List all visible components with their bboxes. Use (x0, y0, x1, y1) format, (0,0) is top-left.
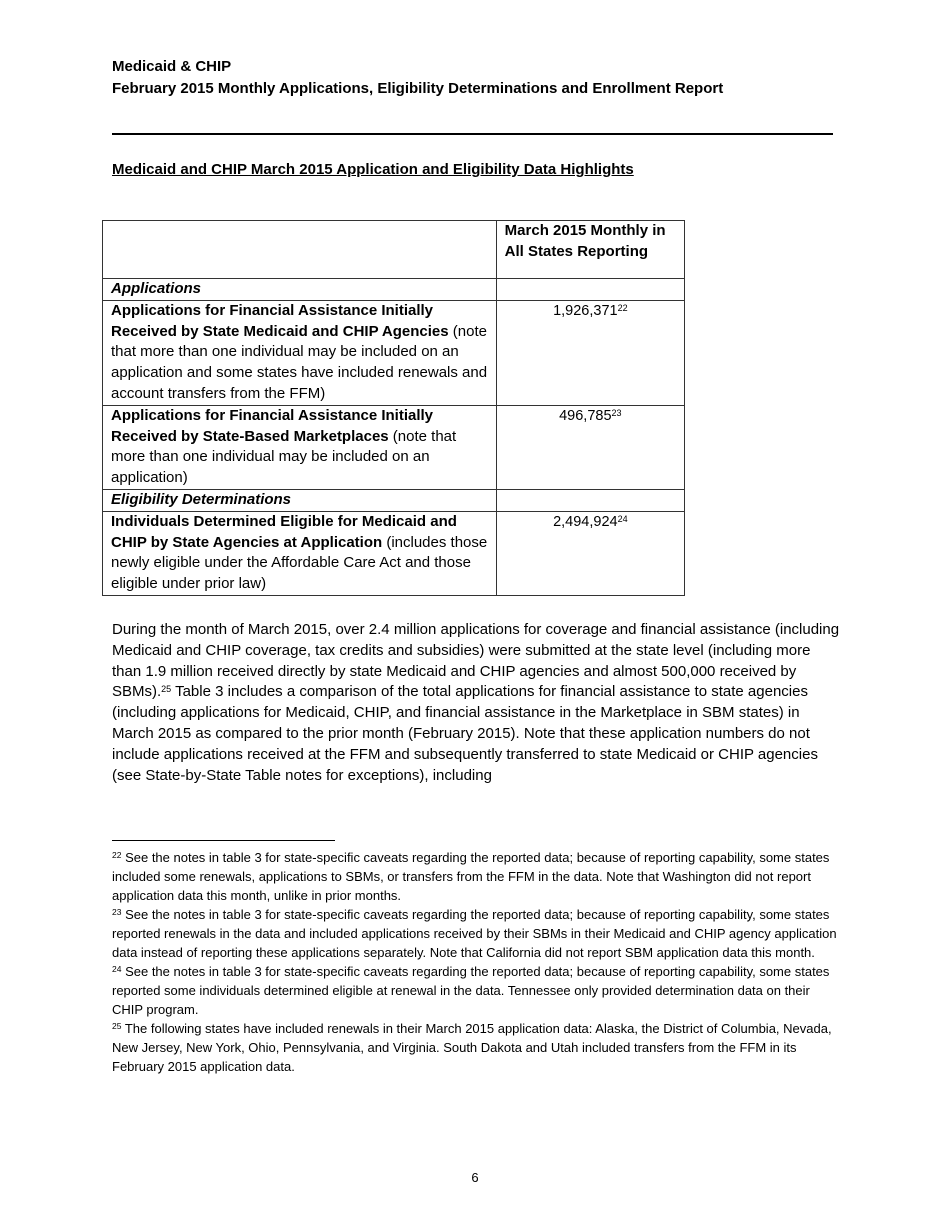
row-value: 496,785 (559, 407, 612, 424)
footnote-number: 24 (112, 964, 122, 974)
footnote (112, 848, 842, 905)
table-row (103, 300, 685, 405)
row-label (103, 300, 497, 405)
footnote-ref: 25 (161, 684, 172, 695)
row-label-note: (note that more than one individual may be included on an application) (111, 427, 457, 487)
section-title: Medicaid and CHIP March 2015 Application and Eligibility Data Highlights (112, 161, 634, 178)
row-value-cell (496, 405, 684, 489)
row-label-bold: Individuals Determined Eligible for Medicaid and CHIP by State Agencies at Application (111, 512, 457, 551)
row-label (103, 511, 497, 595)
row-label-note: (includes those newly eligible under the Affordable Care Act and those eligible under prior law) (111, 533, 488, 593)
footnote-text: See the notes in table 3 for state-specific caveats regarding the reported data; because of reporting capability, some states reported renewals in the data and included applications received by their SBMs in their Medicaid and CHIP agency application data instead of reporting these applications separately. Note that California did not report SBM application data this month. (112, 907, 837, 960)
body-text-part-1: During the month of March 2015, over 2.4 million applications for coverage and financial assistance (including Medicaid and CHIP coverage, tax credits and subsidies) were submitted at the state level (including more than 1.9 million received directly by state Medicaid and CHIP agencies and almost 500,000 received by SBMs). (112, 621, 840, 701)
section-row-eligibility (103, 489, 685, 511)
row-label-bold: Applications for Financial Assistance Initially Received by State-Based Marketplaces (111, 406, 434, 445)
footnote-number: 22 (112, 850, 122, 860)
page-number: 6 (471, 1170, 479, 1185)
header-line-1: Medicaid & CHIP (112, 58, 232, 75)
highlights-table (102, 220, 685, 596)
header-line-2: February 2015 Monthly Applications, Eligibility Determinations and Enrollment Report (112, 80, 724, 97)
footnotes (112, 848, 842, 1076)
section-label-applications: Applications (103, 279, 497, 301)
footnote-ref: 23 (611, 407, 622, 418)
footnote-text: See the notes in table 3 for state-specific caveats regarding the reported data; because of reporting capability, some states included some renewals, applications to SBMs, or transfers from the FFM in the data. Note that Washington did not report application data this month, unlike in prior months. (112, 850, 830, 903)
section-label-eligibility: Eligibility Determinations (103, 489, 497, 511)
header-divider (112, 133, 833, 135)
row-label-note: (note that more than one individual may be included on an application and some states have included renewals and account transfers from the FFM) (111, 322, 488, 402)
table-row (103, 511, 685, 595)
body-text-part-2: Table 3 includes a comparison of the total applications for financial assistance to state agencies (including applications for Medicaid, CHIP, and financial assistance in the Marketplace in SBM states) in March 2015 as compared to the prior month (February 2015). Note that these application numbers do not include applications received at the FFM and subsequently transferred to state Medicaid or CHIP agencies (see State-by-State Table notes for exceptions), including (112, 683, 818, 784)
report-header (112, 56, 723, 100)
row-label (103, 405, 497, 489)
row-value: 1,926,371 (553, 302, 618, 319)
footnote-number: 25 (112, 1021, 122, 1031)
table-header-row (103, 221, 685, 279)
table-row (103, 405, 685, 489)
footnote-ref: 22 (617, 302, 628, 313)
footnote (112, 905, 842, 962)
row-value-cell (496, 511, 684, 595)
row-value: 2,494,924 (553, 513, 618, 530)
footnote (112, 962, 842, 1019)
footnote-number: 23 (112, 907, 122, 917)
footnote (112, 1019, 842, 1076)
row-label-bold: Applications for Financial Assistance Initially Received by State Medicaid and CHIP Agencies (111, 301, 449, 340)
table-header-blank-cell (103, 221, 497, 279)
footnote-text: See the notes in table 3 for state-specific caveats regarding the reported data; because of reporting capability, some states reported some individuals determined eligible at renewal in the data. Tennessee only provided determination data on their CHIP program. (112, 964, 830, 1017)
row-value-cell (496, 300, 684, 405)
footnote-text: The following states have included renewals in their March 2015 application data: Alaska, the District of Columbia, Nevada, New Jersey, New York, Ohio, Pennsylvania, and Virginia. South Dakota and Utah included transfers from the FFM in its February 2015 application data. (112, 1021, 832, 1074)
footnote-ref: 24 (617, 513, 628, 524)
body-paragraph (112, 620, 842, 786)
column-header: March 2015 Monthly in All States Reporting (496, 221, 684, 279)
footnote-divider (112, 840, 335, 841)
section-row-applications (103, 279, 685, 301)
